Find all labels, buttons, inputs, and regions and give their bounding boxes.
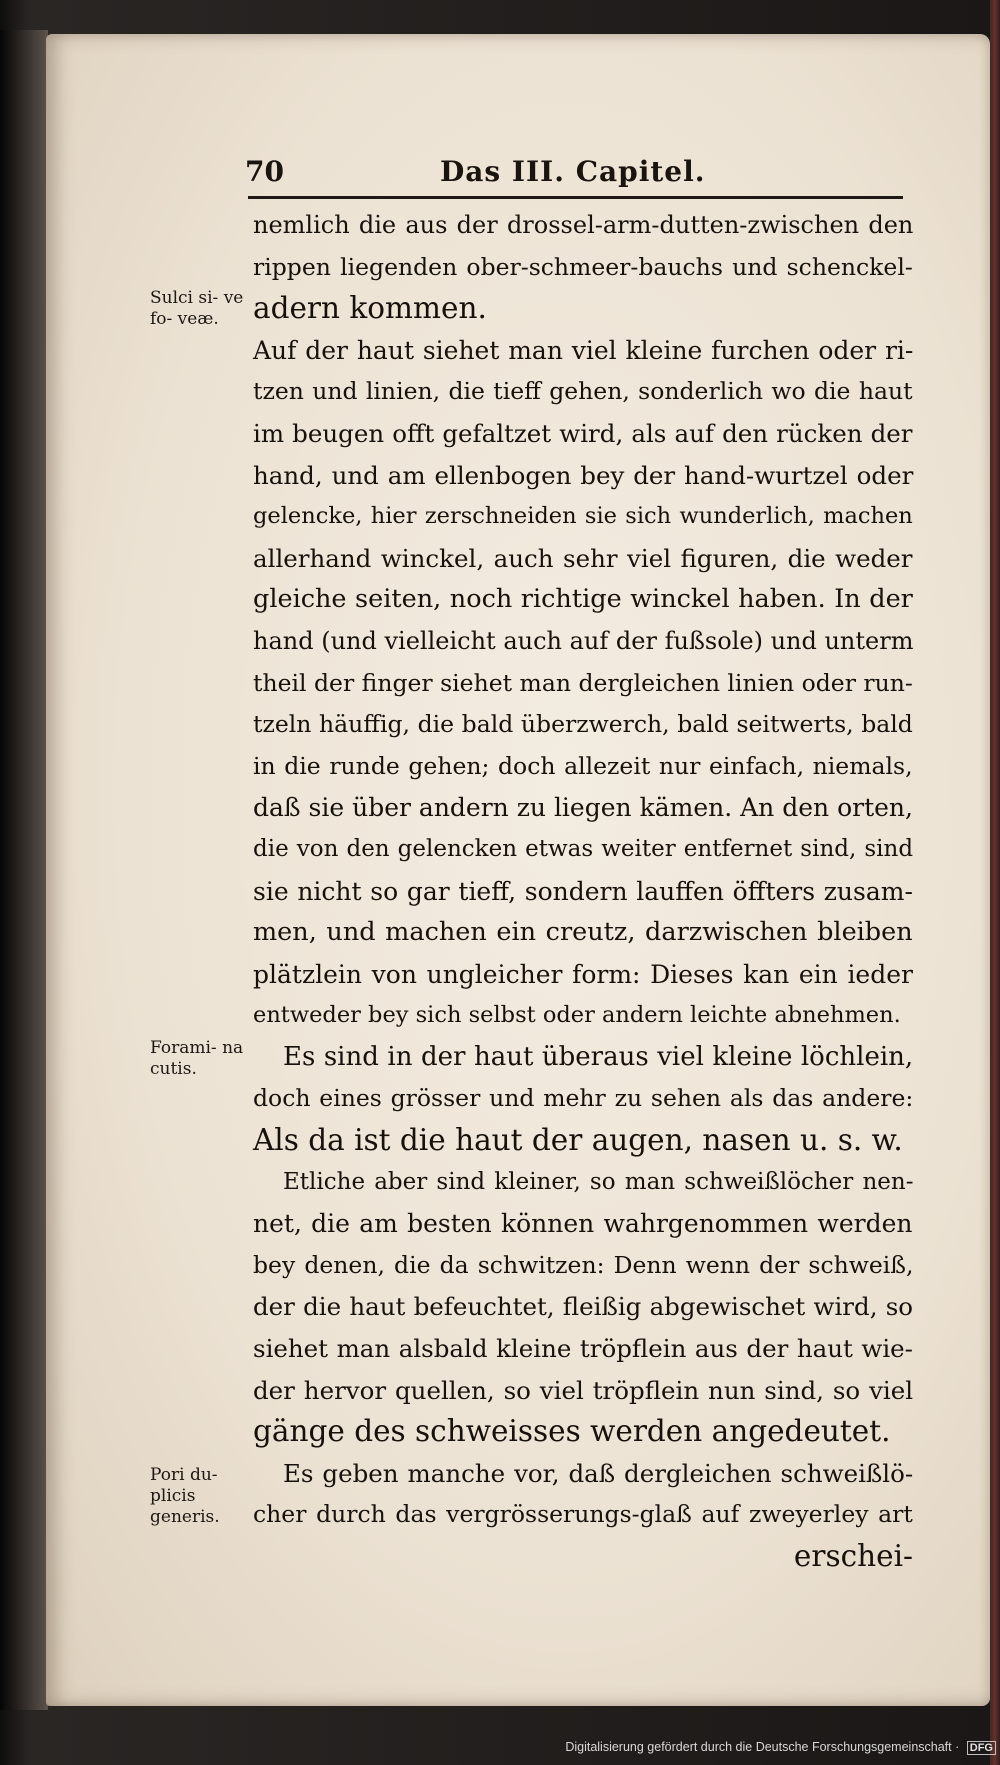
paragraph-start-line: Es sind in der haut überaus viel kleine löchlein, bbox=[283, 1041, 914, 1072]
book-edge bbox=[990, 0, 1000, 1765]
text-line: theil der finger siehet man dergleichen linien oder run- bbox=[253, 668, 913, 697]
body-text bbox=[253, 205, 913, 1578]
running-head: Das III. Capitel. bbox=[440, 155, 706, 188]
text-line: die von den gelencken etwas weiter entfernet sind, sind bbox=[253, 835, 914, 862]
text-line: net, die am besten können wahrgenommen werden bbox=[253, 1209, 913, 1239]
text-line: siehet man alsbald kleine tröpflein aus der haut wie- bbox=[253, 1334, 913, 1364]
dfg-logo: DFG bbox=[967, 1741, 996, 1755]
text-line: nemlich die aus der drossel-arm-dutten-zwischen den bbox=[253, 211, 914, 239]
text-line: doch eines grösser und mehr zu sehen als das andere: bbox=[253, 1084, 914, 1113]
text-line: bey denen, die da schwitzen: Denn wenn der schweiß, bbox=[253, 1250, 914, 1279]
text-line: men, und machen ein creutz, darzwischen bleiben bbox=[253, 917, 913, 948]
margin-note-pori: Pori du- plicis generis. bbox=[150, 1465, 220, 1527]
text-line: tzeln häuffig, die bald überzwerch, bald seitwerts, bald bbox=[253, 710, 913, 739]
text-line: hand, und am ellenbogen bey der hand-wurtzel oder bbox=[253, 460, 914, 490]
text-line: Als da ist die haut der augen, nasen u. s. w. bbox=[253, 1123, 903, 1158]
text-line: sie nicht so gar tieff, sondern lauffen öffters zusam- bbox=[253, 876, 913, 906]
text-line: gänge des schweisses werden angedeutet. bbox=[253, 1414, 891, 1449]
text-line: entweder bey sich selbst oder andern leichte abnehmen. bbox=[253, 1002, 901, 1029]
page-header bbox=[245, 155, 905, 199]
margin-note-foramina: Forami- na cutis. bbox=[150, 1038, 244, 1079]
catchword: erschei- bbox=[793, 1539, 913, 1573]
text-line: cher durch das vergrösserungs-glaß auf zweyerley art bbox=[253, 1500, 913, 1529]
digitization-credit: Digitalisierung gefördert durch die Deutsche Forschungsgemeinschaft · DFG bbox=[0, 1740, 996, 1755]
text-line: im beugen offt gefaltzet wird, als auf den rücken der bbox=[253, 418, 913, 448]
text-line: rippen liegenden ober-schmeer-bauchs und schenckel- bbox=[253, 252, 913, 281]
text-line: der die haut befeuchtet, fleißig abgewischet wird, so bbox=[253, 1292, 914, 1322]
text-line: allerhand winckel, auch sehr viel figuren, die weder bbox=[253, 543, 913, 573]
text-line: tzen und linien, die tieff gehen, sonderlich wo die haut bbox=[253, 377, 913, 406]
text-line: adern kommen. bbox=[253, 291, 487, 326]
text-line: hand (und vielleicht auch auf der fußsole) und unterm bbox=[253, 626, 914, 655]
paragraph-start-line: Es geben manche vor, daß dergleichen schweißlö- bbox=[283, 1458, 914, 1488]
paragraph-start-line: Etliche aber sind kleiner, so man schweißlöcher nen- bbox=[283, 1168, 914, 1195]
paragraph-start-line: Auf der haut siehet man viel kleine furchen oder ri- bbox=[253, 335, 914, 365]
header-rule bbox=[248, 196, 903, 199]
book-spine-shadow bbox=[0, 30, 48, 1710]
text-line: gelencke, hier zerschneiden sie sich wunderlich, machen bbox=[253, 503, 913, 530]
text-line: der hervor quellen, so viel tröpflein nun sind, so viel bbox=[253, 1375, 914, 1405]
text-line: plätzlein von ungleicher form: Dieses kan ein ieder bbox=[253, 959, 913, 989]
text-line: daß sie über andern zu liegen kämen. An den orten, bbox=[253, 793, 913, 823]
text-line: gleiche seiten, noch richtige winckel haben. In der bbox=[253, 584, 913, 615]
page-number: 70 bbox=[245, 155, 284, 188]
margin-note-sulci: Sulci si- ve fo- veæ. bbox=[150, 288, 244, 329]
credit-text: Digitalisierung gefördert durch die Deutsche Forschungsgemeinschaft bbox=[565, 1740, 952, 1754]
text-line: in die runde gehen; doch allezeit nur einfach, niemals, bbox=[253, 751, 913, 780]
